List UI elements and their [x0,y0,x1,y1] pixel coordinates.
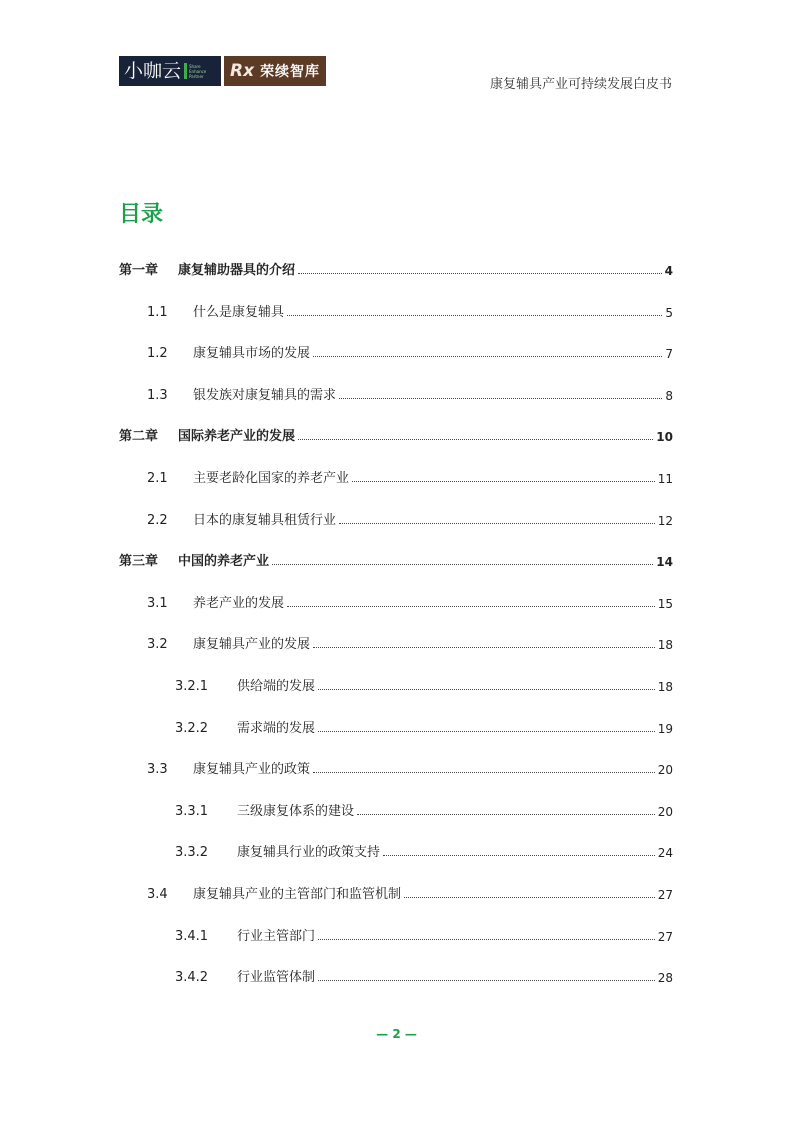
toc-heading: 目录 [119,202,164,227]
toc-entry-title: 康复辅具市场的发展 [193,346,311,362]
toc-dot-leader [313,646,655,648]
toc-dot-leader [287,605,655,607]
rongxu-logo [224,56,326,86]
toc-entry-title: 康复辅具产业的主管部门和监管机制 [193,887,402,902]
toc-dot-leader [404,896,655,898]
toc-entry-number: 第三章 [119,554,159,570]
toc-entry-number: 3.4.2 [175,970,209,986]
toc-entry-title: 国际养老产业的发展 [178,429,296,445]
toc-entry-number: 3.3.1 [175,803,209,819]
toc-entry-number: 3.1 [147,595,168,611]
toc-dot-leader [383,854,655,856]
toc-entry-title: 养老产业的发展 [193,595,285,611]
toc-entry-title: 供给端的发展 [237,679,316,694]
toc-entry[interactable] [0,840,673,860]
xiaokayun-logo [119,56,221,86]
toc-dot-leader [318,688,655,690]
toc-entry-number: 1.3 [147,387,168,403]
toc-entry-number: 1.1 [147,304,168,320]
toc-dot-leader [357,813,655,815]
toc-entry-title: 什么是康复辅具 [193,304,285,320]
toc-dot-leader [339,522,655,524]
logo-tagline [189,64,206,79]
toc-entry-number: 2.2 [147,512,168,528]
toc-entry-page: 20 [657,763,673,778]
toc-entry-page: 18 [657,680,673,694]
toc-dot-leader [298,272,662,274]
toc-entry[interactable] [0,965,673,985]
toc-entry[interactable] [0,632,673,652]
toc-dot-leader [272,563,653,565]
toc-entry-number: 3.2.2 [175,720,209,736]
toc-entry[interactable] [0,508,673,528]
toc-entry-page: 8 [665,388,673,403]
rx-logo-mark: Rx [230,61,255,81]
toc-entry-page: 15 [657,596,673,611]
toc-entry-title: 康复辅具行业的政策支持 [237,845,381,861]
toc-entry-title: 行业主管部门 [237,928,316,944]
toc-entry-page: 28 [657,971,673,986]
toc-dot-leader [352,480,655,482]
toc-entry-number: 3.3 [147,762,168,778]
toc-entry[interactable] [0,383,673,403]
toc-entry-page: 18 [657,638,673,653]
toc-entry-title: 中国的养老产业 [178,554,270,570]
toc-entry-number: 3.2.1 [175,679,209,694]
toc-entry-title: 银发族对康复辅具的需求 [193,387,337,403]
toc-entry[interactable] [0,258,673,278]
toc-dot-leader [287,314,662,316]
toc-entry-number: 2.1 [147,471,168,486]
toc-entry-page: 10 [656,430,673,445]
toc-entry[interactable] [0,882,673,902]
toc-entry[interactable] [0,674,673,694]
toc-entry-page: 12 [657,513,673,528]
toc-entry[interactable] [0,757,673,777]
toc-dot-leader [318,979,655,981]
toc-entry-title: 康复辅具产业的发展 [193,637,311,653]
rongxu-logo-text: 荣续智库 [260,64,321,80]
toc-entry-number: 第二章 [119,429,159,445]
toc-entry-page: 14 [656,555,673,570]
toc-entry-title: 三级康复体系的建设 [237,803,355,819]
toc-dot-leader [313,355,662,357]
toc-entry[interactable] [0,591,673,611]
toc-entry-page: 27 [657,929,673,944]
toc-entry-page: 4 [664,264,673,278]
logo-divider-bar [184,63,187,79]
logo-tagline-line: Partner [189,73,204,79]
toc-entry[interactable] [0,466,673,486]
toc-entry-title: 需求端的发展 [237,720,316,736]
toc-dot-leader [318,938,655,940]
toc-entry-page: 27 [657,888,673,902]
toc-entry[interactable] [0,924,673,944]
toc-entry-title: 康复辅具产业的政策 [193,762,311,778]
page-number: — 2 — [376,1027,417,1041]
toc-entry-page: 11 [657,472,673,486]
toc-entry[interactable] [0,300,673,320]
toc-dot-leader [339,397,662,399]
toc-entry-number: 3.4.1 [175,928,209,944]
toc-entry-number: 3.2 [147,637,168,653]
toc-entry-page: 20 [657,804,673,819]
toc-entry-page: 7 [665,347,673,362]
toc-dot-leader [318,730,655,732]
toc-entry-title: 日本的康复辅具租赁行业 [193,512,337,528]
xiaokayun-logo-text: 小咖云 [124,60,182,82]
toc-dot-leader [298,438,653,440]
document-header-title: 康复辅具产业可持续发展白皮书 [489,77,672,92]
toc-entry-title: 康复辅助器具的介绍 [178,263,296,278]
toc-entry[interactable] [0,424,673,444]
toc-entry-page: 24 [657,846,673,861]
toc-entry[interactable] [0,799,673,819]
toc-entry-title: 行业监管体制 [237,970,316,986]
toc-entry-title: 主要老龄化国家的养老产业 [193,471,350,486]
toc-entry-number: 第一章 [119,263,159,278]
toc-entry-number: 1.2 [147,346,168,362]
toc-entry-page: 5 [665,305,673,320]
toc-entry-page: 19 [657,721,673,736]
toc-entry-number: 3.4 [147,887,168,902]
toc-entry-number: 3.3.2 [175,845,209,861]
toc-dot-leader [313,771,655,773]
logo-tagline-line: Share [189,63,201,69]
toc-entry[interactable] [0,549,673,569]
toc-entry[interactable] [0,341,673,361]
toc-entry[interactable] [0,716,673,736]
logo-tagline-line: Enhance [189,68,207,74]
